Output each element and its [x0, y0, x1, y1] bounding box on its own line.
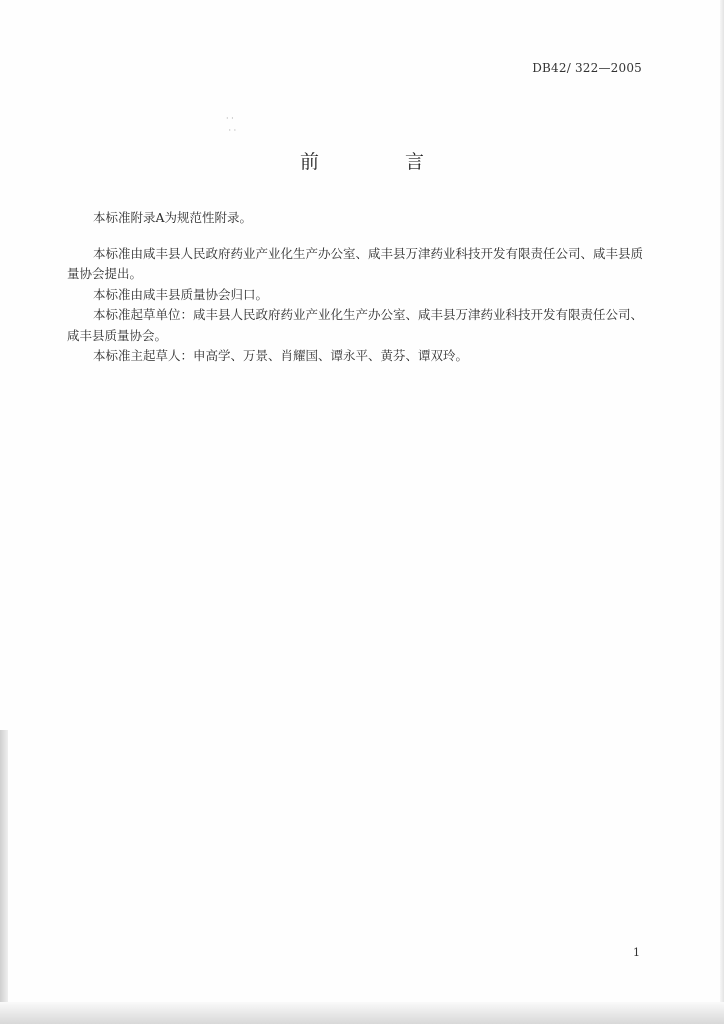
foreword-body: [67, 208, 653, 367]
paragraph-drafting-units: 本标准起草单位：咸丰县人民政府药业产业化生产办公室、咸丰县万津药业科技开发有限责任公司、咸丰县质量协会。: [67, 307, 644, 343]
paragraph-drafters: 本标准主起草人：申高学、万景、肖耀国、谭永平、黄芬、谭双玲。: [93, 348, 469, 363]
document-code: DB42/ 322—2005: [532, 61, 642, 75]
scan-edge-bottom: [0, 1002, 724, 1024]
scan-specks: · · · ·: [226, 114, 237, 135]
paragraph-proposer: 本标准由咸丰县人民政府药业产业化生产办公室、咸丰县万津药业科技开发有限责任公司、咸丰县质量协会提出。: [67, 245, 644, 281]
page-number: 1: [633, 946, 640, 959]
paragraph-appendix: 本标准附录A为规范性附录。: [93, 210, 253, 225]
page-title: 前 言: [299, 151, 465, 173]
paragraph-centralized: 本标准由咸丰县质量协会归口。: [93, 286, 269, 302]
scan-edge-left: [0, 730, 8, 1024]
